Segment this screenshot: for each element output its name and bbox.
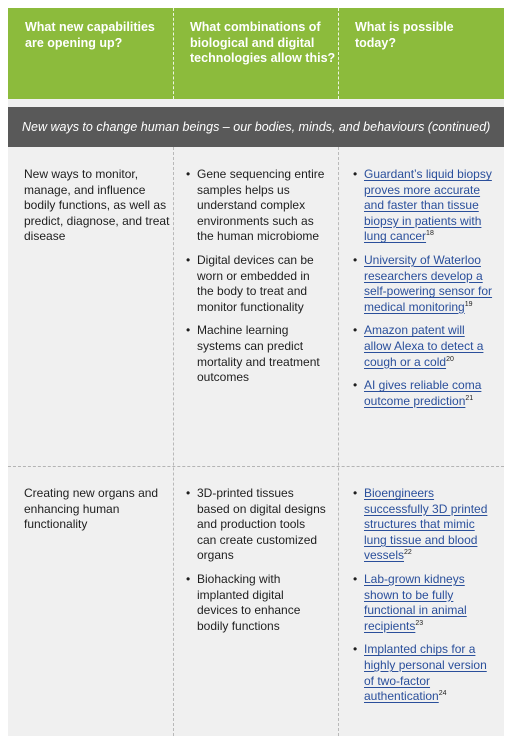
capability-text: New ways to monitor, manage, and influence bodily functions, as well as predict, diagnose, and treat disease: [24, 167, 170, 244]
list-item: • Biohacking with implanted digital devices to enhance bodily functions: [186, 571, 301, 633]
list-item: • Lab-grown kidneys shown to be fully functional in animal recipients$^{23}$: [353, 571, 467, 633]
list-item: • AI gives reliable coma outcome prediction$^{21}$: [353, 378, 482, 408]
list-item: • Amazon patent will allow Alexa to detect a cough or a cold$^{20}$: [353, 323, 484, 369]
header-technologies: What combinations of biological and digital technologies allow this?: [190, 20, 336, 65]
list-item: • University of Waterloo researchers develop a self-powering sensor for medical monitoring$^{19}$: [353, 252, 493, 314]
example-link[interactable]: Guardant’s liquid biopsy proves more accurate and faster than tissue biopsy in patients with lung cancer: [364, 167, 492, 244]
reference-number: 24: [438, 690, 447, 698]
example-link[interactable]: AI gives reliable coma outcome prediction: [364, 378, 482, 408]
table-row: [8, 466, 504, 736]
example-link[interactable]: Implanted chips for a highly personal version of two-factor authentication: [364, 642, 487, 704]
examples-list: [353, 486, 493, 713]
list-item: • 3D-printed tissues based on digital designs and production tools can create customized organs: [186, 486, 326, 563]
header-capabilities: What new capabilities are opening up?: [25, 20, 155, 50]
example-link[interactable]: University of Waterloo researchers develop a self-powering sensor for medical monitoring: [364, 252, 493, 314]
technologies-list: [186, 486, 326, 642]
reference-number: 19: [464, 300, 473, 308]
example-link[interactable]: Bioengineers successfully 3D printed structures that mimic lung tissue and blood vessels: [364, 486, 488, 563]
capability-text: Creating new organs and enhancing human functionality: [24, 486, 159, 532]
list-item: • Bioengineers successfully 3D printed structures that mimic lung tissue and blood vessels$^{22}$: [353, 486, 488, 563]
list-item: • Digital devices can be worn or embedded in the body to treat and monitor functionality: [186, 252, 314, 314]
technologies-list: [186, 167, 326, 394]
reference-number: 22: [404, 549, 412, 557]
examples-list: [353, 167, 493, 417]
list-item: • Guardant’s liquid biopsy proves more accurate and faster than tissue biopsy in patients with lung cancer$^{18}$: [353, 167, 492, 244]
reference-number: 18: [426, 230, 434, 238]
reference-number: 23: [415, 619, 424, 627]
example-link[interactable]: Lab-grown kidneys shown to be fully functional in animal recipients: [364, 571, 467, 633]
list-item: • Gene sequencing entire samples helps us understand complex environments such as the human microbiome: [186, 167, 325, 244]
list-item: • Machine learning systems can predict mortality and treatment outcomes: [186, 323, 320, 385]
table-header: [8, 8, 504, 99]
example-link[interactable]: Amazon patent will allow Alexa to detect a cough or a cold: [364, 323, 484, 369]
header-divider: [338, 8, 339, 99]
section-title: New ways to change human beings – our bodies, minds, and behaviours (continued): [8, 107, 504, 147]
header-possible-today: What is possible today?: [355, 20, 454, 50]
reference-number: 21: [465, 394, 474, 402]
list-item: • Implanted chips for a highly personal version of two-factor authentication$^{24}$: [353, 642, 487, 704]
header-divider: [173, 8, 174, 99]
reference-number: 20: [446, 355, 454, 363]
table-row: [8, 147, 504, 465]
capabilities-table: [8, 8, 504, 736]
